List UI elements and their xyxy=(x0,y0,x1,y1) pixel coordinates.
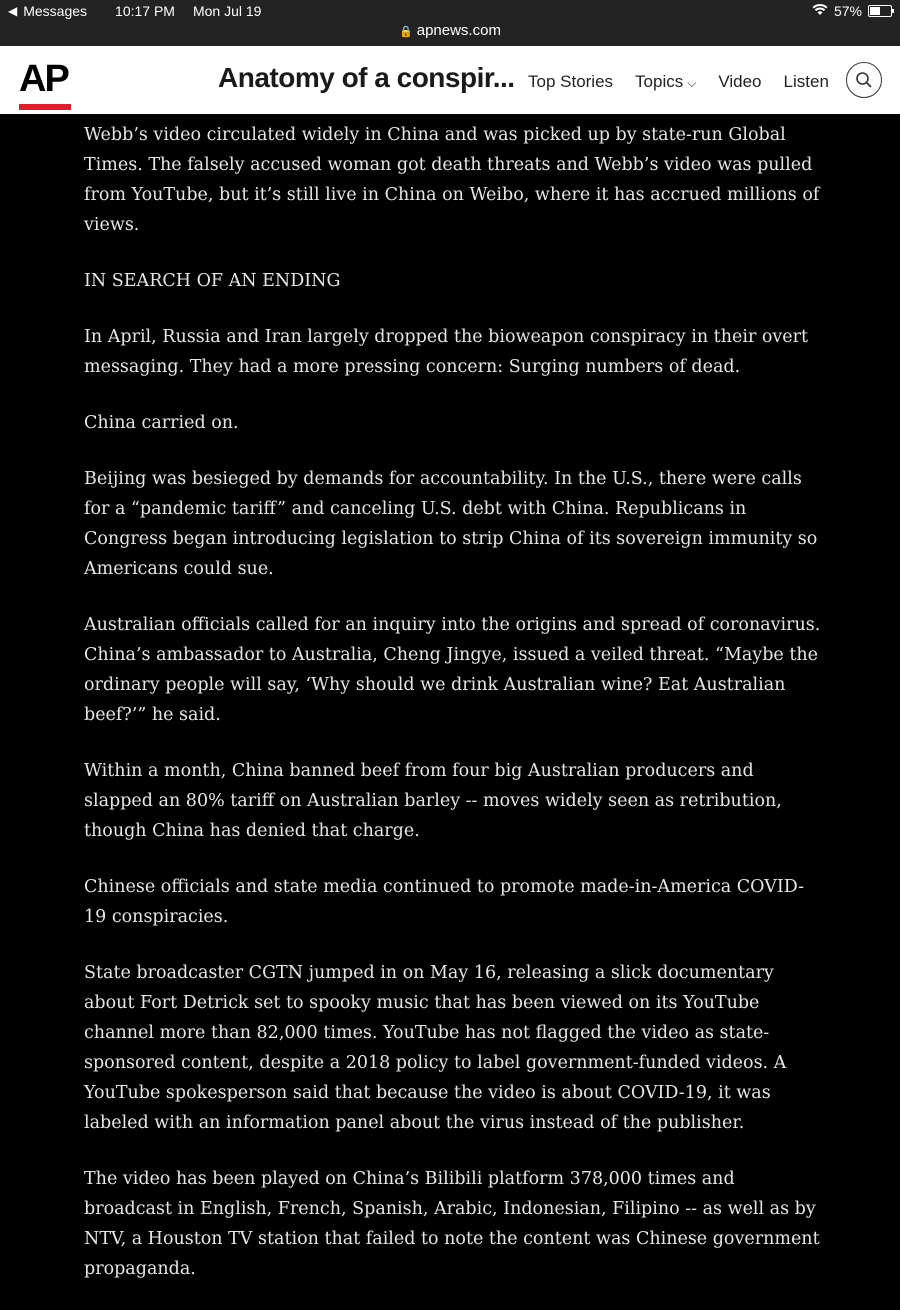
status-bar xyxy=(0,0,900,22)
chevron-down-icon: ⌵ xyxy=(687,76,697,90)
nav-listen[interactable]: Listen xyxy=(783,72,829,91)
ap-logo[interactable] xyxy=(19,56,71,110)
lock-icon: 🔒 xyxy=(399,26,413,38)
url-domain: apnews.com xyxy=(416,22,501,39)
back-arrow-icon[interactable]: ◀ xyxy=(8,4,18,18)
nav-top-stories[interactable]: Top Stories xyxy=(528,72,614,91)
article-paragraph: Within a month, China banned beef from four big Australian producers and slapped an 80% tariff on Australian barley -- moves widely seen as retribution, though China has denied that charge. xyxy=(84,761,782,841)
url-bar[interactable] xyxy=(0,22,900,46)
site-header xyxy=(0,46,900,114)
article-paragraph: In April, Russia and Iran largely dropped the bioweapon conspiracy in their overt messaging. They had a more pressing concern: Surging numbers of dead. xyxy=(84,327,809,377)
top-nav xyxy=(528,72,829,92)
article-paragraph: China carried on. xyxy=(84,413,239,433)
search-icon xyxy=(855,71,873,89)
wifi-icon xyxy=(812,3,828,19)
article-paragraph: Australian officials called for an inquiry into the origins and spread of coronavirus. China’s ambassador to Australia, Cheng Jingye, issued a veiled threat. “Maybe the ordinary people will say, ‘Why should we drink Australian wine? Eat Australian beef?’” he said. xyxy=(84,615,821,725)
nav-topics-label: Topics xyxy=(635,72,684,91)
nav-topics[interactable] xyxy=(635,72,696,92)
article-paragraph: State broadcaster CGTN jumped in on May 16, releasing a slick documentary about Fort Detrick set to spooky music that has been viewed on its YouTube channel more than 82,000 times. YouTube has not flagged the video as state-sponsored content, despite a 2018 policy to label government-funded videos. A YouTube spokesperson said that because the video is about COVID-19, it was labeled with an information panel about the virus instead of the publisher. xyxy=(84,963,787,1133)
battery-percent: 57% xyxy=(833,3,862,19)
article-title: Anatomy of a conspir... xyxy=(218,62,515,93)
search-button[interactable] xyxy=(846,62,882,98)
ap-logo-text: AP xyxy=(19,58,68,100)
article-body xyxy=(84,120,824,1310)
logo-red-bar xyxy=(19,104,71,110)
article-paragraph: Chinese officials and state media continued to promote made-in-America COVID-19 conspiracies. xyxy=(84,877,805,927)
status-date: Mon Jul 19 xyxy=(192,3,262,19)
article-paragraph: The video has been played on China’s Bilibili platform 378,000 times and broadcast in English, French, Spanish, Arabic, Indonesian, Filipino -- as well as by NTV, a Houston TV station that failed to note the content was Chinese government propaganda. xyxy=(84,1169,820,1279)
section-heading: IN SEARCH OF AN ENDING xyxy=(84,271,341,291)
article-paragraph: Beijing was besieged by demands for accountability. In the U.S., there were calls for a “pandemic tariff” and canceling U.S. debt with China. Republicans in Congress began introducing legislation to strip China of its sovereign immunity so Americans could sue. xyxy=(84,469,818,579)
battery-icon xyxy=(868,5,892,17)
back-to-app-link[interactable]: Messages xyxy=(23,3,88,19)
article-paragraph: Webb’s video circulated widely in China and was picked up by state-run Global Times. The falsely accused woman got death threats and Webb’s video was pulled from YouTube, but it’s still live in China on Weibo, where it has accrued millions of views. xyxy=(84,125,820,235)
status-time: 10:17 PM xyxy=(115,3,175,19)
nav-video[interactable]: Video xyxy=(718,72,762,91)
